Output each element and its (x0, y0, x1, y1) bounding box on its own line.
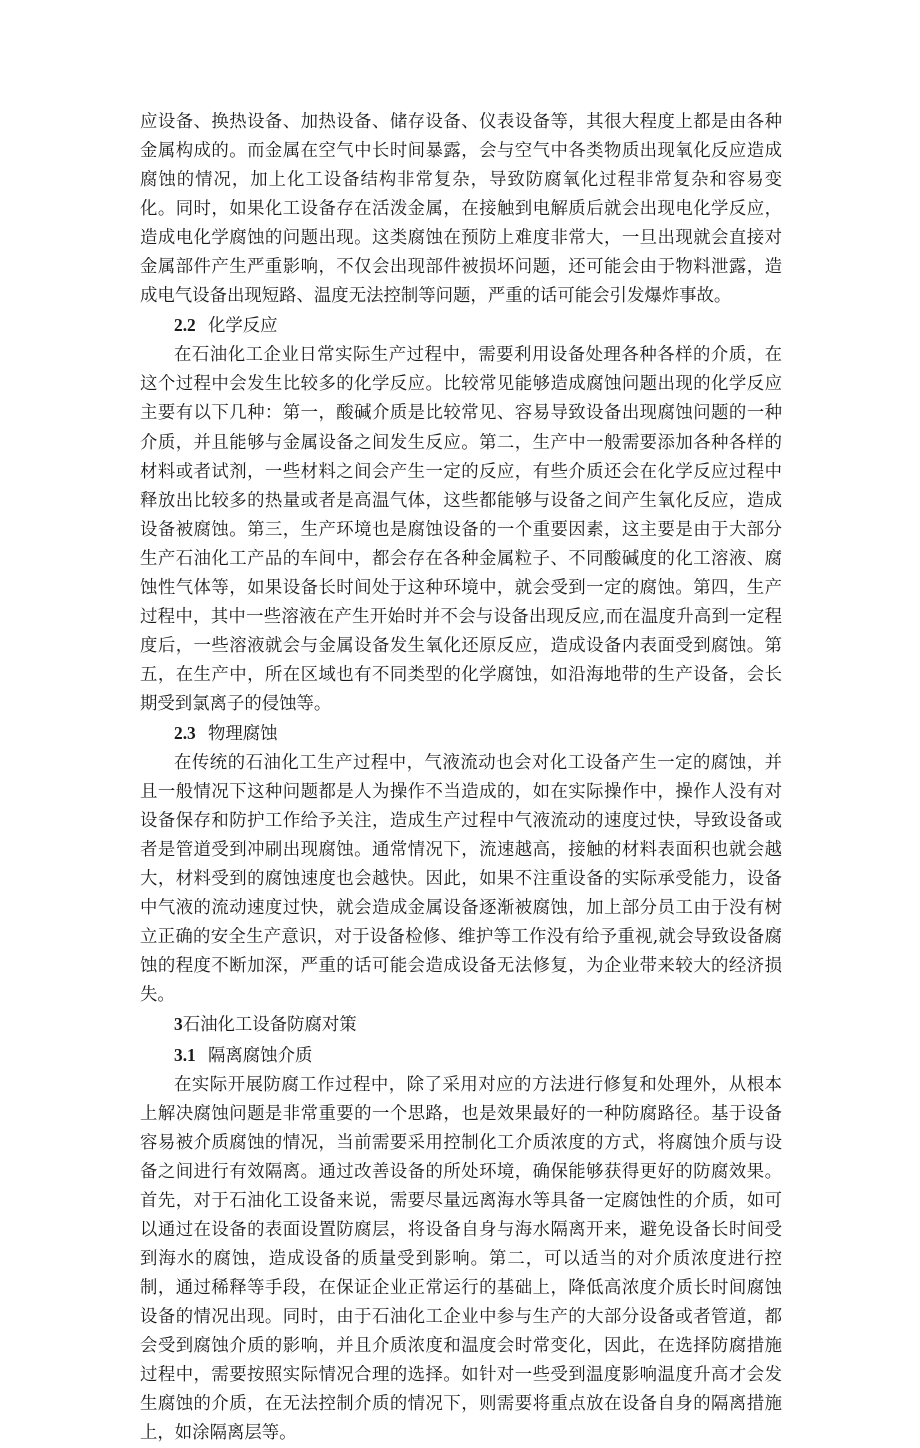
section-heading-2-3 (140, 719, 782, 749)
section-number: 3.1 (174, 1044, 196, 1065)
paragraph-chemical-reaction: 在石油化工企业日常实际生产过程中，需要利用设备处理各种各样的介质，在这个过程中会发生比较多的化学反应。比较常见能够造成腐蚀问题出现的化学反应主要有以下几种：第一，酸碱介质是比较常见、容易导致设备出现腐蚀问题的一种介质，并且能够与金属设备之间发生反应。第二，生产中一般需要添加各种各样的材料或者试剂，一些材料之间会产生一定的反应，有些介质还会在化学反应过程中释放出比较多的热量或者是高温气体，这些都能够与设备之间产生氧化反应，造成设备被腐蚀。第三，生产环境也是腐蚀设备的一个重要因素，这主要是由于大部分生产石油化工产品的车间中，都会存在各种金属粒子、不同酸碱度的化工溶液、腐蚀性气体等，如果设备长时间处于这种环境中，就会受到一定的腐蚀。第四，生产过程中，其中一些溶液在产生开始时并不会与设备出现反应,而在温度升高到一定程度后，一些溶液就会与金属设备发生氧化还原反应，造成设备内表面受到腐蚀。第五，在生产中，所在区域也有不同类型的化学腐蚀，如沿海地带的生产设备，会长期受到氯离子的侵蚀等。 (140, 345, 782, 714)
document-page (140, 108, 782, 1448)
section-heading-3-1 (140, 1041, 782, 1071)
paragraph-isolate-medium: 在实际开展防腐工作过程中，除了采用对应的方法进行修复和处理外，从根本上解决腐蚀问题是非常重要的一个思路，也是效果最好的一种防腐路径。基于设备容易被介质腐蚀的情况，当前需要采用控制化工介质浓度的方式，将腐蚀介质与设备之间进行有效隔离。通过改善设备的所处环境，确保能够获得更好的防腐效果。首先，对于石油化工设备来说，需要尽量远离海水等具备一定腐蚀性的介质，如可以通过在设备的表面设置防腐层，将设备自身与海水隔离开来，避免设备长时间受到海水的腐蚀，造成设备的质量受到影响。第二，可以适当的对介质浓度进行控制，通过稀释等手段，在保证企业正常运行的基础上，降低高浓度介质长时间腐蚀设备的情况出现。同时，由于石油化工企业中参与生产的大部分设备或者管道，都会受到腐蚀介质的影响，并且介质浓度和温度会时常变化，因此，在选择防腐措施过程中，需要按照实际情况合理的选择。如针对一些受到温度影响温度升高才会发生腐蚀的介质，在无法控制介质的情况下，则需要将重点放在设备自身的隔离措施上，如涂隔离层等。 (140, 1074, 782, 1444)
section-number: 3 (174, 1014, 183, 1035)
paragraph-physical-corrosion: 在传统的石油化工生产过程中，气液流动也会对化工设备产生一定的腐蚀，并且一般情况下这种问题都是人为操作不当造成的，如在实际操作中，操作人没有对设备保存和防护工作给予关注，造成生产过程中气液流动的速度过快，导致设备或者是管道受到冲刷出现腐蚀。通常情况下，流速越高，接触的材料表面积也就会越大，材料受到的腐蚀速度也会越快。因此，如果不注重设备的实际承受能力，设备中气液的流动速度过快，就会造成金属设备逐渐被腐蚀，加上部分员工由于没有树立正确的安全生产意识，对于设备检修、维护等工作没有给予重视,就会导致设备腐蚀的程度不断加深，严重的话可能会造成设备无法修复，为企业带来较大的经济损失。 (140, 753, 782, 1006)
section-title: 化学反应 (208, 316, 278, 337)
section-title: 石油化工设备防腐对策 (182, 1015, 357, 1036)
section-title: 隔离腐蚀介质 (208, 1045, 313, 1066)
section-number: 2.2 (174, 315, 196, 336)
paragraph-corrosion-intro: 应设备、换热设备、加热设备、储存设备、仪表设备等，其很大程度上都是由各种金属构成的。而金属在空气中长时间暴露，会与空气中各类物质出现氧化反应造成腐蚀的情况，加上化工设备结构非常复杂，导致防腐氧化过程非常复杂和容易变化。同时，如果化工设备存在活泼金属，在接触到电解质后就会出现电化学反应，造成电化学腐蚀的问题出现。这类腐蚀在预防上难度非常大，一旦出现就会直接对金属部件产生严重影响，不仅会出现部件被损坏问题，还可能会由于物料泄露，造成电气设备出现短路、温度无法控制等问题，严重的话可能会引发爆炸事故。 (140, 112, 782, 307)
section-heading-3 (140, 1010, 782, 1040)
section-heading-2-2 (140, 311, 782, 341)
section-title: 物理腐蚀 (208, 723, 278, 744)
section-number: 2.3 (174, 722, 196, 743)
